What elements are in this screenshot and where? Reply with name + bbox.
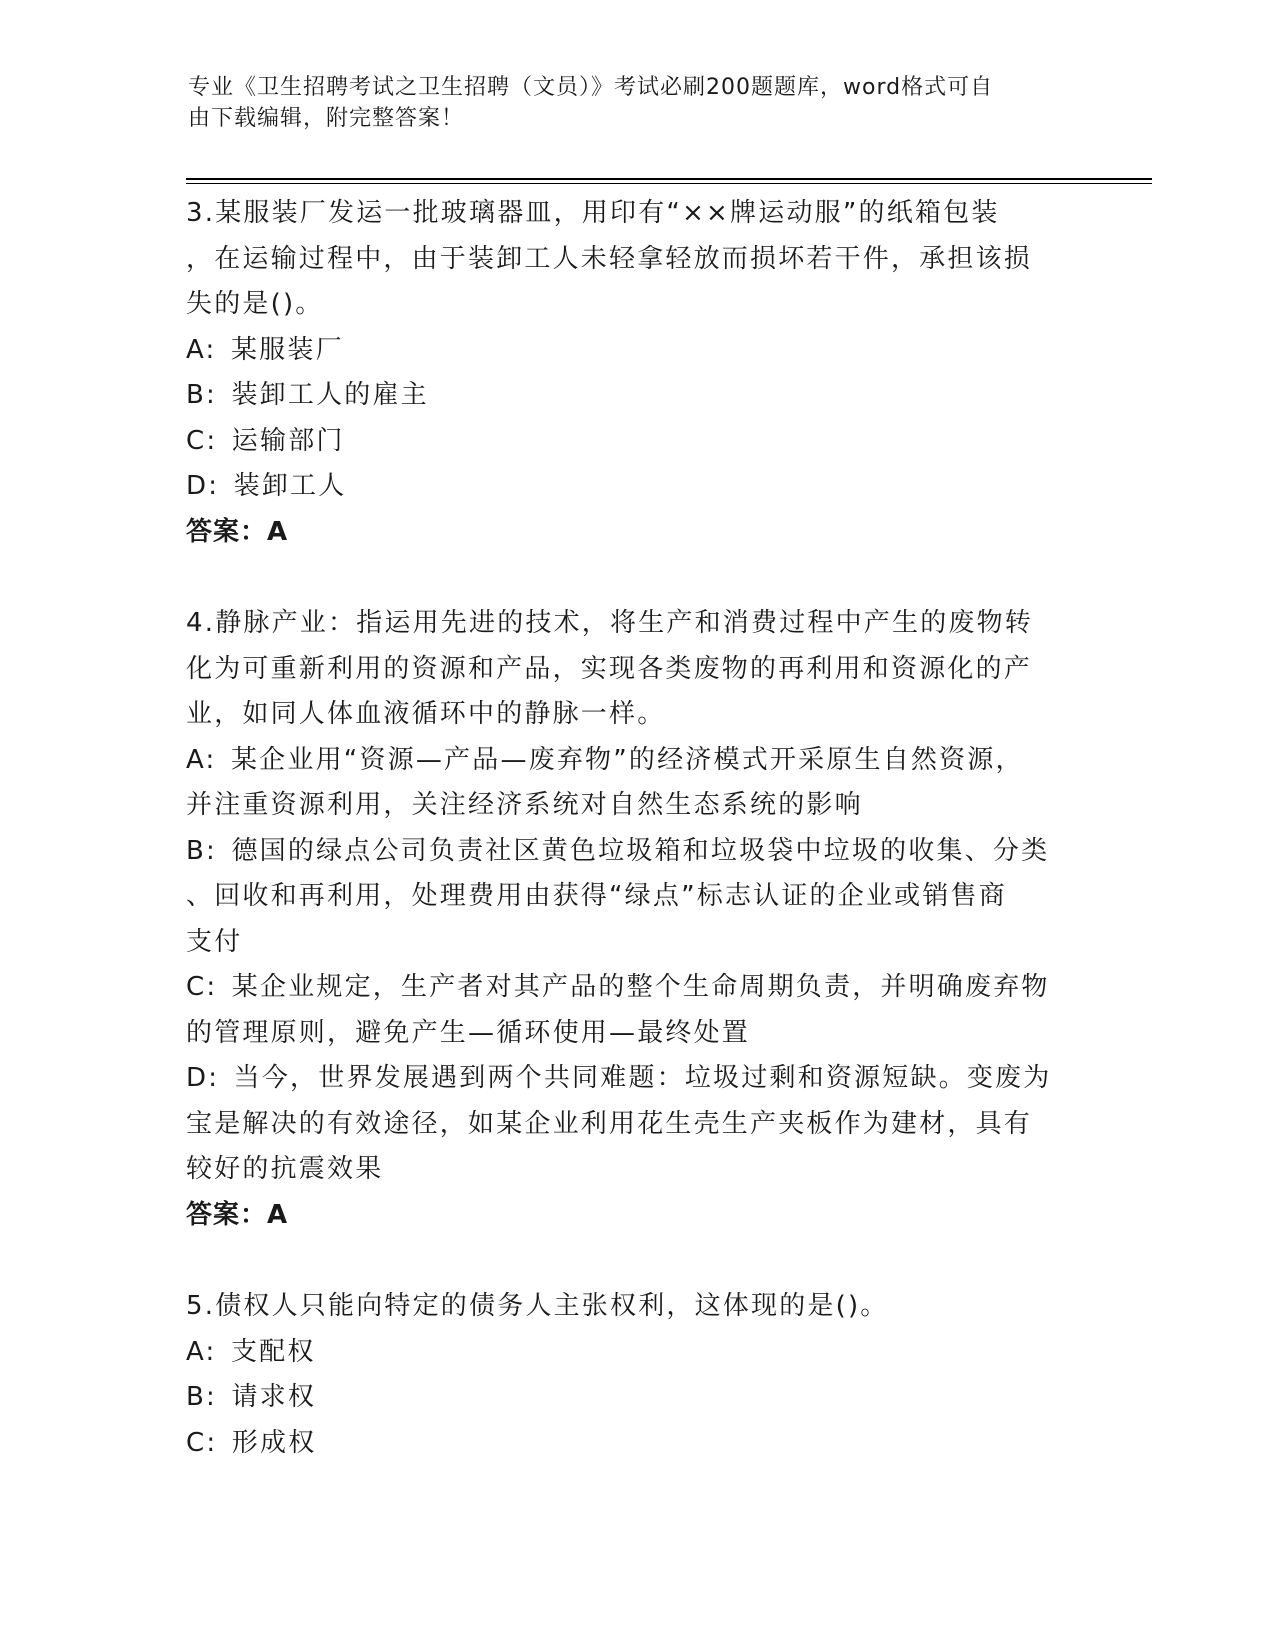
question-4 [186,601,1086,1238]
option-a [186,1330,1086,1376]
question-stem-line: 3.某服装厂发运一批玻璃器皿，用印有“××牌运动服”的纸箱包装 [186,198,1000,228]
option-d-continued: 较好的抗震效果 [186,1154,384,1184]
option-text: 装卸工人的雇主 [231,380,429,410]
option-key: B: [186,1382,217,1412]
answer-line: 答案：A [186,1199,289,1230]
option-b [186,829,1086,875]
option-c [186,419,1086,465]
option-text: 当今，世界发展遇到两个共同难题：垃圾过剩和资源短缺。变废为 [233,1063,1052,1093]
question-stem-line: 失的是()。 [186,289,324,319]
document-header [188,72,1068,134]
option-text: 形成权 [231,1427,317,1458]
option-key: A: [186,334,217,365]
header-line-1: 专业《卫生招聘考试之卫生招聘（文员）》考试必刷200题题库，word格式可自 [188,75,994,100]
option-key: B: [186,835,217,866]
option-d [186,1056,1086,1102]
option-key: C: [186,425,218,456]
question-stem-line: ，在运输过程中，由于装卸工人未轻拿轻放而损坏若干件，承担该损 [186,243,1033,274]
option-key: D: [186,1063,220,1093]
option-b [186,373,1086,419]
option-key: A: [186,744,217,775]
answer-line: 答案：A [186,516,289,547]
question-spacer [186,1238,1086,1284]
option-text: 装卸工人 [233,471,347,501]
option-c [186,965,1086,1011]
header-divider-thick [186,178,1152,180]
option-d-continued: 宝是解决的有效途径，如某企业利用花生壳生产夹板作为建材，具有 [186,1108,1033,1139]
option-text: 某企业规定，生产者对其产品的整个生命周期负责，并明确废弃物 [231,972,1050,1002]
option-a [186,738,1086,784]
option-text: 某企业用“资源—产品—废弃物”的经济模式开采原生自然资源， [230,744,1024,775]
option-key: C: [186,972,218,1002]
question-3 [186,191,1086,555]
option-b-continued: 、回收和再利用，处理费用由获得“绿点”标志认证的企业或销售商 [186,881,1007,911]
option-key: B: [186,380,217,410]
question-5 [186,1284,1086,1466]
header-line-2: 由下载编辑，附完整答案！ [188,106,465,131]
option-text: 支配权 [230,1336,316,1367]
header-divider-thin [186,183,1152,184]
option-text: 运输部门 [231,425,345,456]
option-text: 请求权 [231,1382,317,1412]
option-c-continued: 的管理原则，避免产生—循环使用—最终处置 [186,1017,751,1048]
question-spacer [186,555,1086,601]
option-text: 某服装厂 [230,334,344,365]
option-d [186,464,1086,510]
question-list [186,191,1086,1466]
question-stem-line: 5.债权人只能向特定的债务人主张权利，这体现的是()。 [186,1291,889,1321]
question-stem-line: 业，如同人体血液循环中的静脉一样。 [186,699,666,729]
option-key: A: [186,1336,217,1367]
option-c [186,1421,1086,1467]
option-b-continued: 支付 [186,926,243,957]
option-key: D: [186,471,220,501]
option-b [186,1375,1086,1421]
question-stem-line: 化为可重新利用的资源和产品，实现各类废物的再利用和资源化的产 [186,653,1033,684]
option-a [186,328,1086,374]
question-stem-line: 4.静脉产业：指运用先进的技术，将生产和消费过程中产生的废物转 [186,608,1034,638]
option-key: C: [186,1427,218,1458]
option-a-continued: 并注重资源利用，关注经济系统对自然生态系统的影响 [186,790,863,820]
option-text: 德国的绿点公司负责社区黄色垃圾箱和垃圾袋中垃圾的收集、分类 [231,835,1050,866]
